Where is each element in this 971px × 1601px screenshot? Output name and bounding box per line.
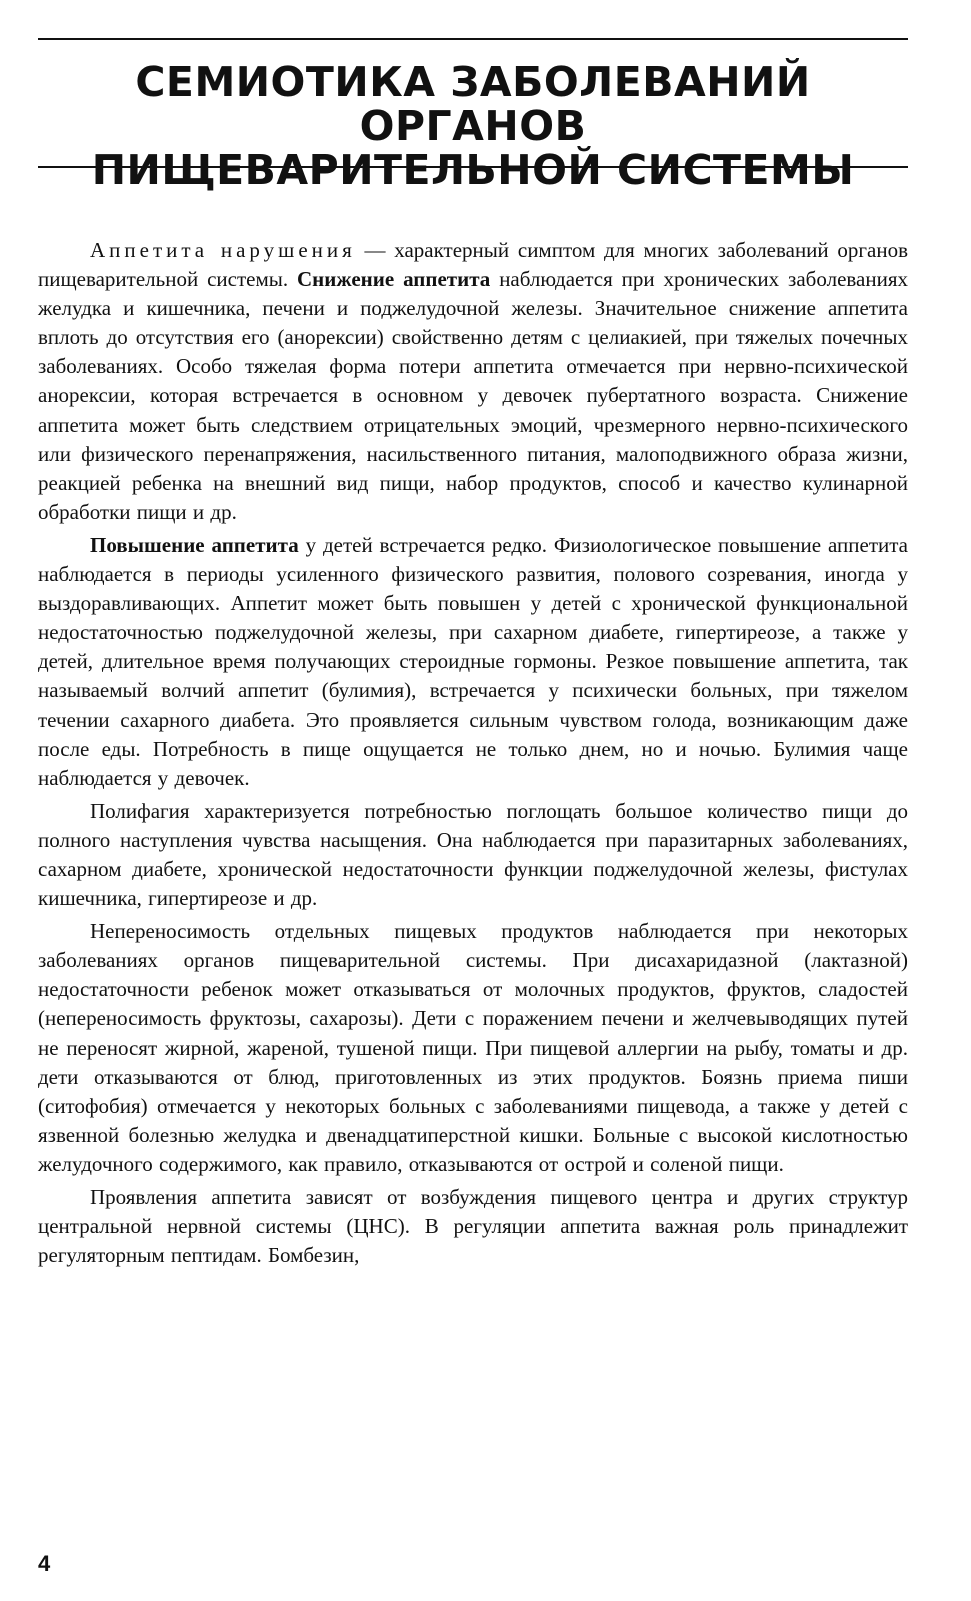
paragraph-text: наблюдается при хронических заболеваниях желудка и кишечника, печени и поджелудочной железы. Значительное снижение аппетита вплоть до отсутствия его (анорексии) свойственно детям с целиакией, при тяжелых почечных заболеваниях. Особо тяжелая форма потери аппетита отмечается при нервно-психической анорексии, которая встречается в основном у девочек пубертатного возраста. Снижение аппетита может быть следствием отрицательных эмоций, чрезмерного нервно-психического или физического перенапряжения, насильственного питания, малоподвижного образа жизни, реакцией ребенка на внешний вид пищи, набор продуктов, способ и качество кулинарной обработки пищи и др.	[38, 267, 908, 524]
bottom-divider	[38, 166, 908, 168]
term-appetite-decrease: Снижение аппетита	[297, 267, 491, 292]
paragraph-food-intolerance: Непереносимость отдельных пищевых продуктов наблюдается при некоторых заболеваниях органов пищеварительной системы. При дисахаридазной (лактазной) недостаточности ребенок может отказываться от молочных продуктов, фруктов, сладостей (непереносимость фруктозы, сахарозы). Дети с поражением печени и желчевыводящих путей не переносят жирной, жареной, тушеной пищи. При пищевой аллергии на рыбу, томаты и др. дети отказываются от блюд, приготовленных из этих продуктов. Боязнь приема пиши (ситофобия) отмечается у некоторых больных с заболеваниями пищевода, а также у детей с язвенной болезнью желудка и двенадцатиперстной кишки. Больные с высокой кислотностью желудочного содержимого, как правило, отказываются от острой и соленой пищи.	[38, 919, 908, 1176]
page-number: 4	[38, 1551, 51, 1576]
paragraph-appetite-increase	[38, 531, 908, 793]
paragraph-appetite-disorders	[38, 236, 908, 527]
paragraph-text: у детей встречается редко. Физиологическое повышение аппетита наблюдается в периоды усиленного физического развития, полового созревания, иногда у выздоравливающих. Аппетит может быть повышен у детей с хронической функциональной недостаточностью поджелудочной железы, при сахарном диабете, гипертиреозе, а также у детей, длительное время получающих стероидные гормоны. Резкое повышение аппетита, так называемый волчий аппетит (булимия), встречается у психически больных, при тяжелом течении сахарного диабета. Это проявляется сильным чувством голода, возникающим даже после еды. Потребность в пище ощущается не только днем, но и ночью. Булимия чаще наблюдается у девочек.	[38, 532, 908, 790]
book-page	[38, 0, 908, 1601]
body-text	[38, 236, 908, 1274]
chapter-title	[38, 60, 908, 192]
paragraph-text: — характерный симптом для многих заболеваний органов пищеварительной системы.	[38, 238, 908, 292]
top-divider	[38, 38, 908, 40]
term-appetite-increase: Повышение аппетита	[90, 532, 299, 557]
chapter-title-line-2: ПИЩЕВАРИТЕЛЬНОЙ СИСТЕМЫ	[91, 146, 855, 194]
lead-term: Аппетита нарушения	[90, 238, 356, 262]
paragraph-polyphagia: Полифагия характеризуется потребностью поглощать большое количество пищи до полного наступления чувства насыщения. Она наблюдается при паразитарных заболеваниях, сахарном диабете, хронической недостаточности функции поджелудочной железы, фистулах кишечника, гипертиреозе и др.	[38, 798, 908, 911]
chapter-title-line-1: СЕМИОТИКА ЗАБОЛЕВАНИЙ ОРГАНОВ	[135, 58, 811, 150]
paragraph-appetite-regulation: Проявления аппетита зависят от возбуждения пищевого центра и других структур центральной нервной системы (ЦНС). В регуляции аппетита важная роль принадлежит регуляторным пептидам. Бомбезин,	[38, 1185, 908, 1268]
